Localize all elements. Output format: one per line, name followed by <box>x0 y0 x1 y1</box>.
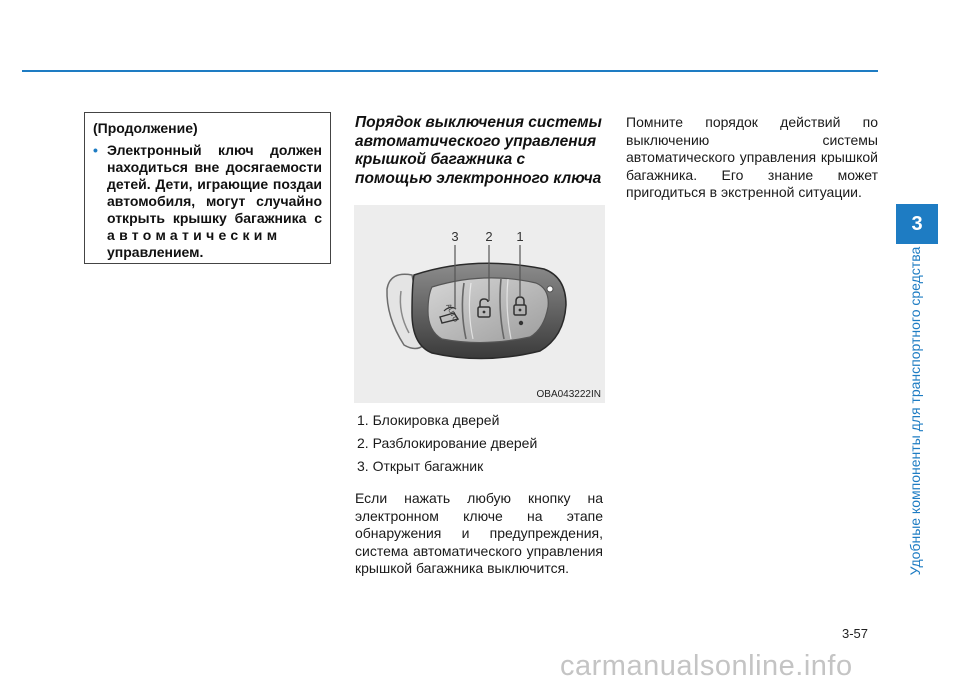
callout-3: 3 <box>451 229 459 244</box>
section-title: Порядок выключения системы автоматического управления крышкой багажника с помощью электронного ключа <box>355 114 602 187</box>
header-rule <box>22 70 878 72</box>
key-face <box>428 278 548 343</box>
paragraph-left: Если нажать любую кнопку на электронном ключе на этапе обнаружения и предупреждения, система автоматического управления крышкой багажника выключится. <box>355 490 603 577</box>
warning-text-end: управлением. <box>107 244 204 260</box>
page-number: 3-57 <box>842 626 869 641</box>
paragraph-right: Помните порядок действий по выключению системы автоматического управления крышкой багажника. Его знание может пригодиться в экстренной ситуации. <box>626 114 878 201</box>
key-fob-figure <box>354 205 605 403</box>
watermark: carmanualsonline.info <box>560 650 853 682</box>
list-item: 1. Блокировка дверей <box>357 412 500 428</box>
warning-text: Электронный ключ должен находиться вне досягаемости детей. Дети, играющие поздаи автомобиля, могут случайно открыть крышку багажника с <box>107 142 322 226</box>
warning-text-spaced: автоматическим <box>107 227 282 243</box>
chapter-title: Удобные компоненты для транспортного средства <box>907 246 923 576</box>
figure-code: OBA043222IN <box>536 389 601 400</box>
steps-list <box>357 409 607 478</box>
bullet-icon: • <box>93 142 98 158</box>
warning-box <box>84 112 331 264</box>
warning-header: (Продолжение) <box>93 120 198 136</box>
list-item: 3. Открыт багажник <box>357 458 484 474</box>
chapter-number-tab: 3 <box>896 204 938 244</box>
key-fob-illustration <box>354 205 605 403</box>
trunk-button-label: AUTO <box>444 302 459 324</box>
callout-1: 1 <box>516 229 524 244</box>
callout-2: 2 <box>485 229 493 244</box>
warning-item <box>93 142 322 261</box>
list-item: 2. Разблокирование дверей <box>357 435 538 451</box>
